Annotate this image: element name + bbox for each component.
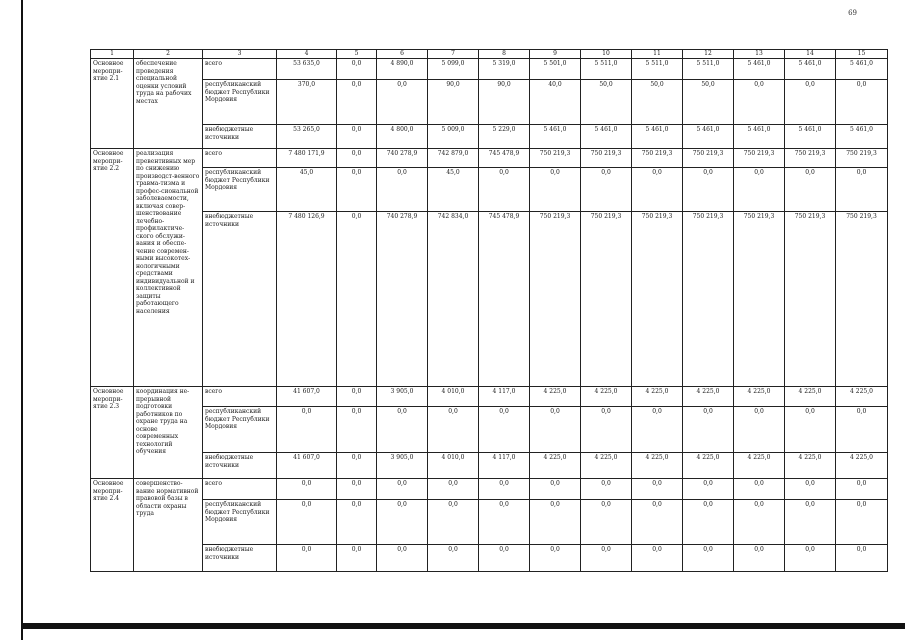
value-cell: 0,0	[836, 545, 888, 572]
value-cell: 0,0	[337, 453, 377, 479]
value-cell: 0,0	[530, 479, 581, 500]
table-row	[91, 168, 888, 212]
value-cell: 50,0	[581, 80, 632, 125]
value-cell: 5 461,0	[530, 125, 581, 149]
value-cell: 0,0	[337, 168, 377, 212]
value-cell: 4 800,0	[377, 125, 428, 149]
value-cell: 0,0	[337, 59, 377, 80]
table-row	[91, 479, 888, 500]
funding-source-cell: республиканский бюджет Республики Мордовия	[203, 168, 277, 212]
measure-code-cell: Основное меропри-ятие 2.4	[91, 479, 134, 572]
funding-source-cell: внебюджетные источники	[203, 125, 277, 149]
scan-left-border	[21, 0, 23, 640]
value-cell: 0,0	[581, 479, 632, 500]
funding-source-cell: всего	[203, 59, 277, 80]
value-cell: 5 461,0	[734, 125, 785, 149]
value-cell: 750 219,3	[683, 212, 734, 387]
measure-name-cell: обеспечение проведения специальной оценки условий труда на рабочих местах	[134, 59, 203, 149]
value-cell: 0,0	[734, 407, 785, 453]
column-number-header: 12	[683, 50, 734, 59]
value-cell: 0,0	[836, 407, 888, 453]
scan-bottom-border	[21, 623, 905, 629]
value-cell: 0,0	[377, 407, 428, 453]
measure-name-cell: совершенство-вание нормативной правовой базы в области охраны труда	[134, 479, 203, 572]
column-number-header: 5	[337, 50, 377, 59]
value-cell: 0,0	[337, 479, 377, 500]
value-cell: 4 225,0	[683, 387, 734, 407]
column-number-header: 10	[581, 50, 632, 59]
value-cell: 7 480 126,9	[277, 212, 337, 387]
value-cell: 0,0	[530, 545, 581, 572]
table-row	[91, 500, 888, 545]
value-cell: 0,0	[785, 168, 836, 212]
value-cell: 5 009,0	[428, 125, 479, 149]
value-cell: 0,0	[337, 212, 377, 387]
value-cell: 5 461,0	[581, 125, 632, 149]
value-cell: 0,0	[337, 80, 377, 125]
value-cell: 5 501,0	[530, 59, 581, 80]
value-cell: 0,0	[683, 545, 734, 572]
value-cell: 750 219,3	[632, 212, 683, 387]
column-number-header: 11	[632, 50, 683, 59]
value-cell: 740 278,9	[377, 149, 428, 168]
funding-source-cell: всего	[203, 479, 277, 500]
page-number: 69	[848, 9, 857, 17]
value-cell: 0,0	[632, 479, 683, 500]
value-cell: 0,0	[581, 500, 632, 545]
value-cell: 0,0	[337, 545, 377, 572]
funding-source-cell: внебюджетные источники	[203, 453, 277, 479]
value-cell: 750 219,3	[581, 149, 632, 168]
column-number-header: 6	[377, 50, 428, 59]
measure-code-cell: Основное меропри-ятие 2.3	[91, 387, 134, 479]
value-cell: 5 319,0	[479, 59, 530, 80]
table-row	[91, 453, 888, 479]
value-cell: 0,0	[785, 545, 836, 572]
value-cell: 4 010,0	[428, 453, 479, 479]
value-cell: 0,0	[337, 125, 377, 149]
value-cell: 4 225,0	[734, 387, 785, 407]
measure-code-cell: Основное меропри-ятие 2.2	[91, 149, 134, 387]
column-number-header: 8	[479, 50, 530, 59]
value-cell: 5 461,0	[836, 125, 888, 149]
value-cell: 750 219,3	[836, 149, 888, 168]
value-cell: 0,0	[581, 168, 632, 212]
value-cell: 5 461,0	[785, 125, 836, 149]
value-cell: 0,0	[734, 545, 785, 572]
value-cell: 0,0	[479, 407, 530, 453]
value-cell: 4 225,0	[632, 453, 683, 479]
value-cell: 0,0	[683, 407, 734, 453]
value-cell: 0,0	[428, 479, 479, 500]
value-cell: 0,0	[632, 168, 683, 212]
column-number-header: 3	[203, 50, 277, 59]
value-cell: 0,0	[683, 479, 734, 500]
value-cell: 0,0	[785, 407, 836, 453]
measure-name-cell: реализация превентивных мер по снижению производст-венного травма-тизма и профес-сиональной заболеваемости, включая совер-шенствование лечебно-профилактиче-ского обслужи-вания и обеспе-чение современ-ными высокотех-нологичными средствами индивидуальной и коллективной защиты работающего населения	[134, 149, 203, 387]
value-cell: 4 225,0	[632, 387, 683, 407]
value-cell: 45,0	[277, 168, 337, 212]
value-cell: 5 511,0	[683, 59, 734, 80]
value-cell: 0,0	[734, 168, 785, 212]
value-cell: 3 905,0	[377, 453, 428, 479]
value-cell: 5 461,0	[836, 59, 888, 80]
value-cell: 0,0	[734, 80, 785, 125]
funding-source-cell: всего	[203, 149, 277, 168]
value-cell: 4 225,0	[683, 453, 734, 479]
value-cell: 4 225,0	[581, 387, 632, 407]
value-cell: 4 117,0	[479, 453, 530, 479]
value-cell: 0,0	[277, 479, 337, 500]
funding-source-cell: республиканский бюджет Республики Мордовия	[203, 407, 277, 453]
value-cell: 0,0	[632, 407, 683, 453]
value-cell: 4 225,0	[785, 453, 836, 479]
value-cell: 0,0	[836, 500, 888, 545]
value-cell: 45,0	[428, 168, 479, 212]
value-cell: 5 099,0	[428, 59, 479, 80]
value-cell: 742 879,0	[428, 149, 479, 168]
value-cell: 40,0	[530, 80, 581, 125]
value-cell: 4 117,0	[479, 387, 530, 407]
value-cell: 0,0	[277, 500, 337, 545]
value-cell: 0,0	[428, 545, 479, 572]
value-cell: 0,0	[530, 168, 581, 212]
value-cell: 4 010,0	[428, 387, 479, 407]
value-cell: 4 225,0	[530, 387, 581, 407]
value-cell: 0,0	[785, 80, 836, 125]
measure-code-cell: Основное меропри-ятие 2.1	[91, 59, 134, 149]
value-cell: 0,0	[683, 500, 734, 545]
value-cell: 5 461,0	[734, 59, 785, 80]
value-cell: 0,0	[428, 407, 479, 453]
value-cell: 0,0	[479, 479, 530, 500]
value-cell: 0,0	[785, 500, 836, 545]
value-cell: 0,0	[581, 407, 632, 453]
value-cell: 0,0	[479, 545, 530, 572]
value-cell: 750 219,3	[632, 149, 683, 168]
column-number-header: 4	[277, 50, 337, 59]
value-cell: 750 219,3	[734, 212, 785, 387]
value-cell: 5 461,0	[683, 125, 734, 149]
table-row	[91, 59, 888, 80]
program-funding-table	[90, 49, 888, 572]
funding-source-cell: республиканский бюджет Республики Мордовия	[203, 500, 277, 545]
value-cell: 0,0	[683, 168, 734, 212]
value-cell: 5 511,0	[581, 59, 632, 80]
value-cell: 0,0	[377, 479, 428, 500]
value-cell: 7 480 171,9	[277, 149, 337, 168]
value-cell: 745 478,9	[479, 149, 530, 168]
column-number-header: 13	[734, 50, 785, 59]
column-number-header: 7	[428, 50, 479, 59]
value-cell: 750 219,3	[785, 149, 836, 168]
value-cell: 50,0	[683, 80, 734, 125]
value-cell: 4 225,0	[836, 453, 888, 479]
value-cell: 0,0	[428, 500, 479, 545]
value-cell: 3 905,0	[377, 387, 428, 407]
value-cell: 53 635,0	[277, 59, 337, 80]
value-cell: 0,0	[277, 407, 337, 453]
value-cell: 4 225,0	[530, 453, 581, 479]
value-cell: 0,0	[734, 479, 785, 500]
table-row	[91, 125, 888, 149]
value-cell: 742 834,0	[428, 212, 479, 387]
funding-source-cell: внебюджетные источники	[203, 545, 277, 572]
value-cell: 5 229,0	[479, 125, 530, 149]
value-cell: 0,0	[277, 545, 337, 572]
value-cell: 750 219,3	[785, 212, 836, 387]
value-cell: 0,0	[734, 500, 785, 545]
value-cell: 0,0	[337, 407, 377, 453]
value-cell: 0,0	[632, 545, 683, 572]
value-cell: 0,0	[479, 500, 530, 545]
value-cell: 0,0	[581, 545, 632, 572]
value-cell: 0,0	[337, 500, 377, 545]
value-cell: 41 607,0	[277, 387, 337, 407]
value-cell: 745 478,9	[479, 212, 530, 387]
value-cell: 90,0	[428, 80, 479, 125]
funding-source-cell: внебюджетные источники	[203, 212, 277, 387]
value-cell: 750 219,3	[734, 149, 785, 168]
value-cell: 4 225,0	[836, 387, 888, 407]
value-cell: 750 219,3	[530, 212, 581, 387]
value-cell: 0,0	[836, 168, 888, 212]
column-number-header: 14	[785, 50, 836, 59]
value-cell: 4 225,0	[734, 453, 785, 479]
value-cell: 0,0	[530, 500, 581, 545]
column-number-header: 1	[91, 50, 134, 59]
value-cell: 740 278,9	[377, 212, 428, 387]
value-cell: 0,0	[337, 149, 377, 168]
value-cell: 5 461,0	[785, 59, 836, 80]
table-row	[91, 545, 888, 572]
measure-name-cell: координация не-прерывной подготовки работников по охране труда на основе современных технологий обучения	[134, 387, 203, 479]
value-cell: 0,0	[530, 407, 581, 453]
value-cell: 0,0	[337, 387, 377, 407]
column-number-header: 2	[134, 50, 203, 59]
value-cell: 50,0	[632, 80, 683, 125]
header-row	[91, 50, 888, 59]
value-cell: 750 219,3	[836, 212, 888, 387]
column-number-header: 15	[836, 50, 888, 59]
value-cell: 0,0	[836, 80, 888, 125]
table-row	[91, 149, 888, 168]
value-cell: 370,0	[277, 80, 337, 125]
value-cell: 5 461,0	[632, 125, 683, 149]
funding-source-cell: всего	[203, 387, 277, 407]
value-cell: 750 219,3	[530, 149, 581, 168]
value-cell: 0,0	[377, 545, 428, 572]
value-cell: 5 511,0	[632, 59, 683, 80]
table-row	[91, 387, 888, 407]
value-cell: 53 265,0	[277, 125, 337, 149]
funding-source-cell: республиканский бюджет Республики Мордовия	[203, 80, 277, 125]
table-row	[91, 407, 888, 453]
value-cell: 90,0	[479, 80, 530, 125]
value-cell: 0,0	[632, 500, 683, 545]
value-cell: 4 225,0	[785, 387, 836, 407]
value-cell: 750 219,3	[581, 212, 632, 387]
value-cell: 0,0	[377, 168, 428, 212]
value-cell: 0,0	[785, 479, 836, 500]
column-number-header: 9	[530, 50, 581, 59]
value-cell: 41 607,0	[277, 453, 337, 479]
table-row	[91, 212, 888, 387]
value-cell: 0,0	[836, 479, 888, 500]
value-cell: 4 225,0	[581, 453, 632, 479]
value-cell: 0,0	[377, 80, 428, 125]
value-cell: 0,0	[479, 168, 530, 212]
value-cell: 750 219,3	[683, 149, 734, 168]
value-cell: 4 890,0	[377, 59, 428, 80]
value-cell: 0,0	[377, 500, 428, 545]
table-row	[91, 80, 888, 125]
